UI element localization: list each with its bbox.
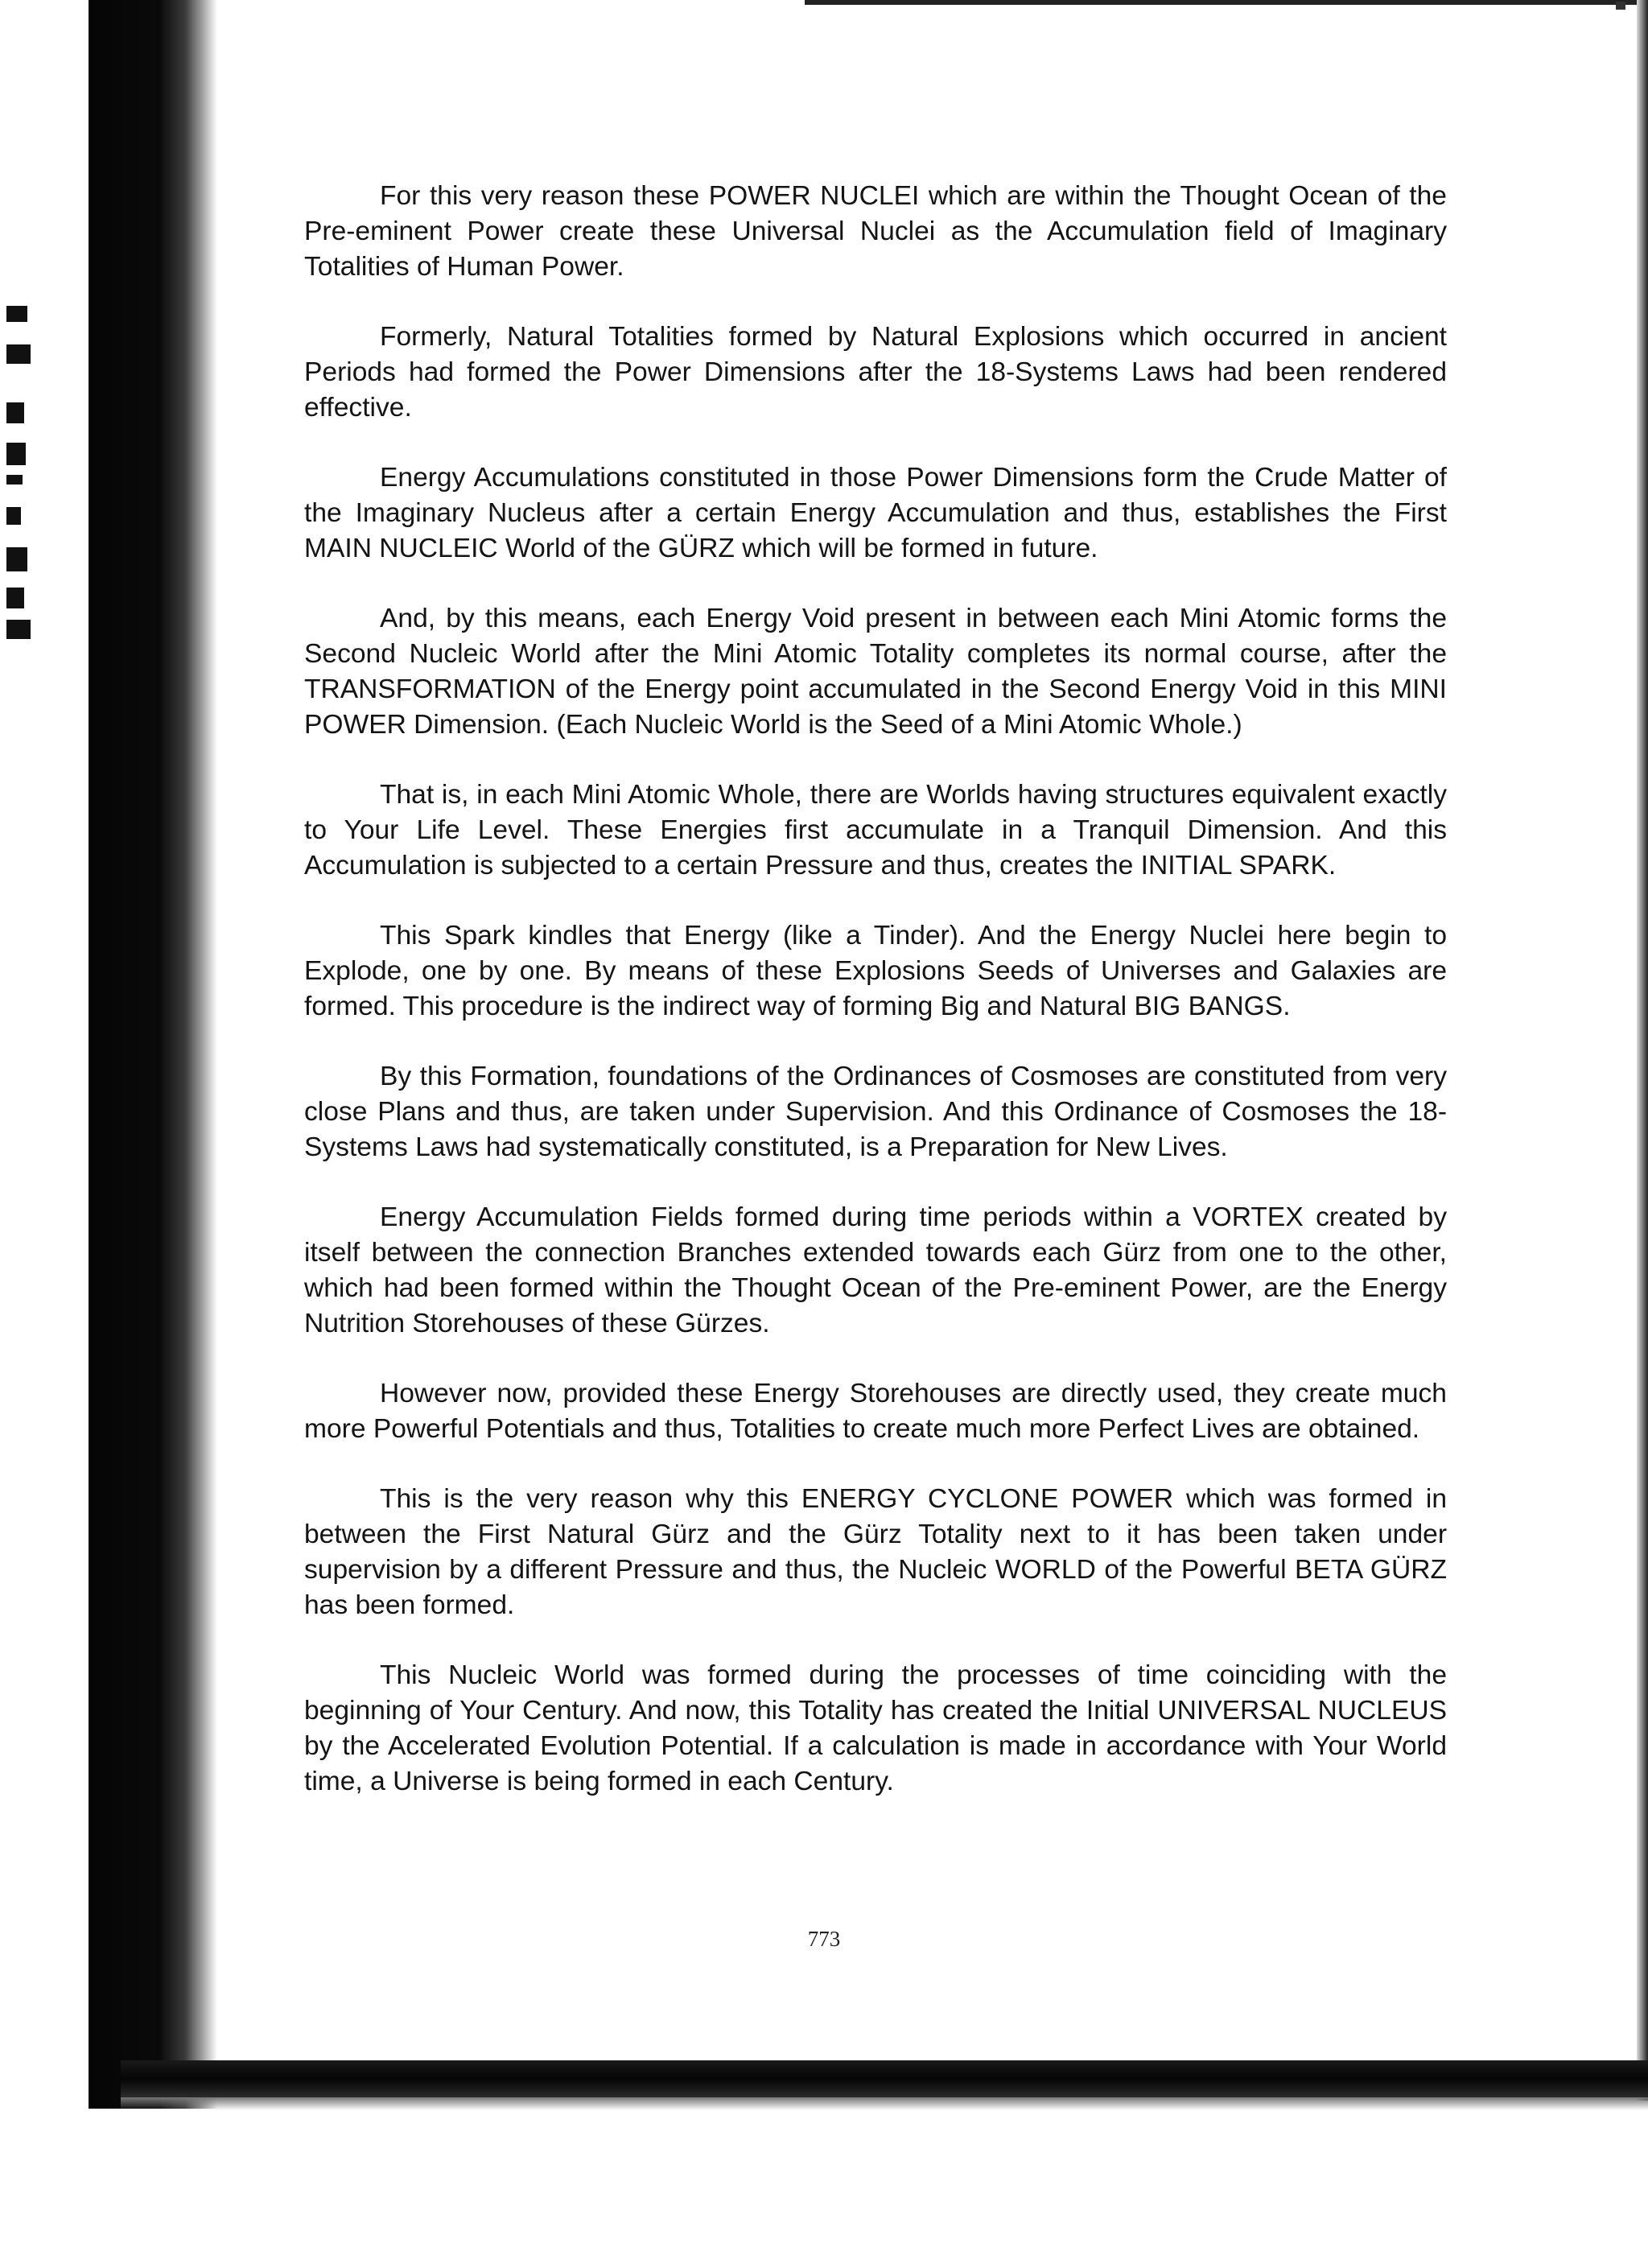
paragraph: However now, provided these Energy Storehouses are directly used, they create much more Powerful Potentials and thus, Totalities to create much more Perfect Lives are obtained. [304,1379,1447,1444]
page-number: 773 [807,1927,841,1951]
scan-top-edge [805,0,1648,5]
scan-bottom-fade [121,2097,1648,2110]
paragraph: Energy Accumulation Fields formed during time periods within a VORTEX created by itself between the connection Branches extended towards each Gürz from one to the other, which had been formed within the Thought Ocean of the Pre-eminent Power, are the Energy Nutrition Storehouses of these Gürzes. [304,1202,1447,1338]
paragraph: Formerly, Natural Totalities formed by Natural Explosions which occurred in ancient Periods had formed the Power Dimensions after the 18-Systems Laws had been rendered effective. [304,322,1447,423]
paragraph: This is the very reason why this ENERGY CYCLONE POWER which was formed in between the First Natural Gürz and the Gürz Totality next to it has been taken under supervision by a different Pressure and thus, the Nucleic WORLD of the Powerful BETA GÜRZ has been formed. [304,1484,1447,1620]
paragraph: Energy Accumulations constituted in those Power Dimensions form the Crude Matter of the Imaginary Nucleus after a certain Energy Accumulation and thus, establishes the First MAIN NUCLEIC World of the GÜRZ which will be formed in future. [304,463,1447,563]
scan-binding-shadow [89,0,217,2109]
scan-bottom-shadow [121,2060,1648,2097]
paragraph: This Spark kindles that Energy (like a Tinder). And the Energy Nuclei here begin to Explode, one by one. By means of these Explosions Seeds of Universes and Galaxies are formed. This procedure is the indirect way of forming Big and Natural BIG BANGS. [304,921,1447,1021]
paragraph: For this very reason these POWER NUCLEI which are within the Thought Ocean of the Pre-eminent Power create these Universal Nuclei as the Accumulation field of Imaginary Totalities of Human Power. [304,181,1447,282]
paragraph: That is, in each Mini Atomic Whole, there are Worlds having structures equivalent exactly to Your Life Level. These Energies first accumulate in a Tranquil Dimension. And this Accumulation is subjected to a certain Pressure and thus, creates the INITIAL SPARK. [304,780,1447,880]
paragraph: By this Formation, foundations of the Ordinances of Cosmoses are constituted from very close Plans and thus, are taken under Supervision. And this Ordinance of Cosmoses the 18-Systems Laws had systematically constituted, is a Preparation for New Lives. [304,1062,1447,1162]
paragraph: And, by this means, each Energy Void present in between each Mini Atomic forms the Second Nucleic World after the Mini Atomic Totality completes its normal course, after the TRANSFORMATION of the Energy point accumulated in the Second Energy Void in this MINI POWER Dimension. (Each Nucleic World is the Seed of a Mini Atomic Whole.) [304,604,1447,740]
page-body [304,179,1447,1834]
paragraph: This Nucleic World was formed during the processes of time coinciding with the beginning of Your Century. And now, this Totality has created the Initial UNIVERSAL NUCLEUS by the Accelerated Evolution Potential. If a calculation is made in accordance with Your World time, a Universe is being formed in each Century. [304,1660,1447,1796]
scan-binding-marks [0,306,48,644]
scan-right-edge [1637,0,1648,2101]
scan-corner-mark [1616,2,1625,10]
